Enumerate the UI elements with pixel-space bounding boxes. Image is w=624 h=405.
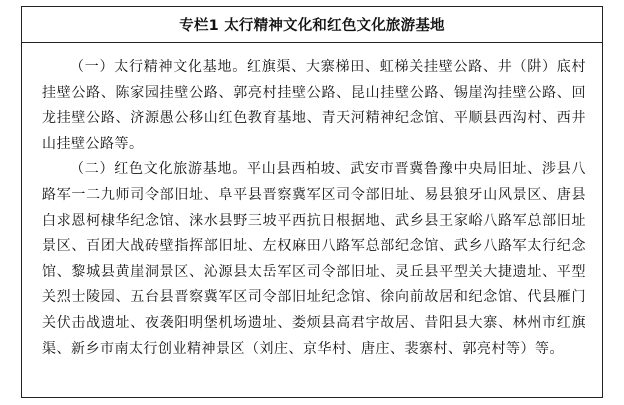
feature-box <box>21 6 603 398</box>
section-body: 红旗渠、大寨梯田、虹梯关挂壁公路、井（阱）底村挂壁公路、陈家园挂壁公路、郭亮村挂壁公路、昆山挂壁公路、锡崖沟挂壁公路、回龙挂壁公路、济源愚公移山红色教育基地、青天河精神纪念馆、平顺县西沟村、西井山挂壁公路等。 <box>42 59 586 152</box>
section-taihang-spirit <box>42 55 586 157</box>
section-body: 平山县西柏坡、武安市晋冀鲁豫中央局旧址、涉县八路军一二九师司令部旧址、阜平县晋察冀军区司令部旧址、易县狼牙山风景区、唐县白求恩柯棣华纪念馆、涞水县野三坡平西抗日根据地、武乡县王家峪八路军总部旧址景区、百团大战砖壁指挥部旧址、左权麻田八路军总部纪念馆、武乡八路军太行纪念馆、黎城县黄崖洞景区、沁源县太岳军区司令部旧址、灵丘县平型关大捷遗址、平型关烈士陵园、五台县晋察冀军区司令部旧址纪念馆、徐向前故居和纪念馆、代县雁门关伏击战遗址、夜袭阳明堡机场遗址、娄烦县高君宇故居、昔阳县大寨、林州市红旗渠、新乡市南太行创业精神景区（刘庄、京华村、唐庄、裴寨村、郭亮村等）等。 <box>42 161 586 357</box>
box-content <box>22 43 602 362</box>
section-heading: （一）太行精神文化基地。 <box>70 59 247 75</box>
section-heading: （二）红色文化旅游基地。 <box>70 161 247 178</box>
section-red-tourism <box>42 157 586 362</box>
box-title: 专栏1 太行精神文化和红色文化旅游基地 <box>22 7 602 43</box>
